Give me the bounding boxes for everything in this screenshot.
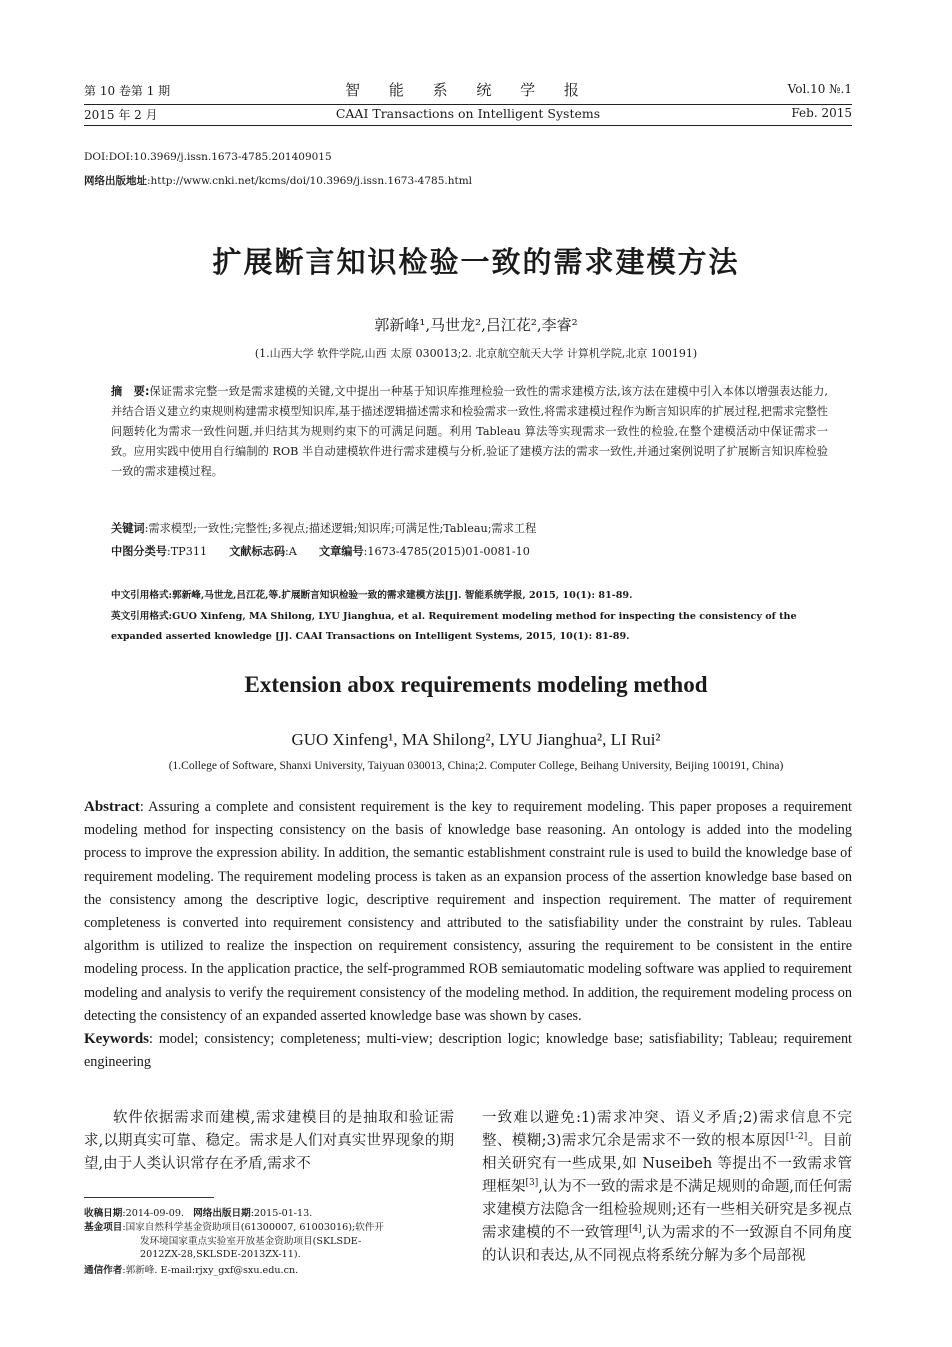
keywords-cn — [111, 520, 828, 536]
received-label: 收稿日期 — [84, 1208, 123, 1219]
abstract-en — [84, 796, 852, 1074]
date-cn: 2015 年 2 月 — [84, 108, 158, 122]
body-right-column — [482, 1107, 852, 1268]
journal-name-en: CAAI Transactions on Intelligent Systems — [335, 106, 601, 121]
abstract-en-label: Abstract — [84, 799, 140, 815]
clc-value: :TP311 — [166, 545, 208, 558]
online-date: :2015-01-13. — [250, 1208, 313, 1219]
header-divider — [84, 104, 852, 105]
reference-marker[interactable]: [1-2] — [785, 1132, 808, 1143]
keywords-cn-label: 关键词 — [111, 522, 145, 535]
citation-cn: 中文引用格式:郭新峰,马世龙,吕江花,等.扩展断言知识检验一致的需求建模方法[J]. 智能系统学报, 2015, 10(1): 81-89. — [111, 590, 633, 601]
body-right-text-4: ,认为需求的不一致源自不同角度的认识和表达,从不同视点将系统分解为多个局部视 — [482, 1225, 853, 1264]
body-right-text-2: 。目前相关研究有一些成果,如 Nuseibeh 等提出不一致需求管理框架 — [482, 1133, 852, 1195]
affiliation-en: (1.College of Software, Shanxi University, Taiyuan 030013, China;2. Computer College, Beihang University, Beijing 100191, China) — [168, 760, 784, 772]
title-en: Extension abox requirements modeling method — [244, 672, 708, 697]
keywords-en-label: Keywords — [84, 1031, 149, 1048]
header-bottom-rule — [84, 125, 852, 126]
volume-issue-en: Vol.10 №.1 — [787, 82, 852, 96]
body-right-text-3: ,认为不一致的需求是不满足规则的命题,而任何需求建模方法隐含一组检验规则;还有一些相关研究是多视点需求建模的不一致管理 — [482, 1179, 853, 1241]
clc-label: 中图分类号 — [111, 545, 167, 558]
reference-marker[interactable]: [3] — [525, 1178, 539, 1189]
classification-cn — [111, 543, 828, 559]
abstract-en-text: : Assuring a complete and consistent requirement is the key to requirement modeling. This paper proposes a requirement modeling method for inspecting consistency on the basis of knowledge base reasoning. An ontology is added into the modeling process to improve the expression ability. In addition, the semantic establishment constraint rule is used to build the knowledge base of requirement modeling. The requirement modeling process is taken as an expansion process of the assertion knowledge base based on the consistency among the descriptive logic, descriptive requirement and inspection requirement. The matter of requirement completeness is converted into requirement consistency and attributed to the satisfiability under the constraint by rules. Tableau algorithm is utilized to realize the inspection on requirement consistency, assuring the requirement to be consistent in the entire modeling process. In the application practice, the self-programmed ROB semiautomatic modeling software was applied to requirement modeling and analysis to verify the requirement consistency of the modeling method. In addition, the requirement modeling process on detecting the consistency of an expanded asserted knowledge base was shown by cases. — [84, 799, 852, 1024]
keywords-en-text: : model; consistency; completeness; multi-view; description logic; knowledge base; satisfiability; Tableau; requirement engineering — [84, 1031, 852, 1071]
volume-issue-cn: 第 10 卷第 1 期 — [84, 84, 171, 98]
footnote-dates — [84, 1207, 469, 1221]
abstract-cn — [111, 382, 828, 482]
abstract-cn-text: 保证需求完整一致是需求建模的关键,文中提出一种基于知识库推理检验一致性的需求建模方法,该方法在建模中引入本体以增强表达能力,并结合语义建立约束规则构建需求模型知识库,基于描述逻辑描述需求和检验需求一致性,将需求建模过程作为断言知识库的扩展过程,把需求完整性问题转化为需求一致性问题,并归结其为规则约束下的可满足问题。利用 Tableau 算法等实现需求一致性的检验,在整个建模活动中保证需求一致。应用实践中使用自行编制的 ROB 半自动建模软件进行需求建模与分析,验证了建模方法的需求一致性,并通过案例说明了扩展断言知识库检验一致的需求建模过程。 — [111, 385, 828, 478]
footnote-fund — [84, 1221, 469, 1262]
footnote-divider — [84, 1197, 214, 1198]
online-address — [84, 173, 472, 188]
title-cn: 扩展断言知识检验一致的需求建模方法 — [212, 245, 740, 279]
corresponding-author-label: 通信作者 — [84, 1265, 123, 1276]
affiliation-cn: (1.山西大学 软件学院,山西 太原 030013;2. 北京航空航天大学 计算机学院,北京 100191) — [254, 347, 698, 360]
reference-marker[interactable]: [4] — [628, 1224, 642, 1235]
body-right-text-1: 一致难以避免:1)需求冲突、语义矛盾;2)需求信息不完整、模糊;3)需求冗余是需求不一致的根本原因 — [482, 1110, 852, 1149]
fund-text-3: 2012ZX-28,SKLSDE-2013ZX-11). — [140, 1249, 301, 1261]
keywords-cn-text: :需求模型;一致性;完整性;多视点;描述逻辑;知识库;可满足性;Tableau;需求工程 — [144, 522, 537, 535]
abstract-cn-label: 摘 要: — [111, 385, 150, 398]
fund-text-2: 发环境国家重点实验室开放基金资助项目(SKLSDE- — [140, 1235, 362, 1247]
doc-code-label: 文献标志码 — [229, 545, 286, 558]
article-number-value: :1673-4785(2015)01-0081-10 — [363, 545, 530, 558]
received-date: :2014-09-09. — [122, 1208, 184, 1219]
online-address-label: 网络出版地址 — [84, 175, 147, 187]
doc-code-value: :A — [285, 545, 297, 558]
authors-cn: 郭新峰¹,马世龙²,吕江花²,李睿² — [374, 316, 578, 334]
citation-en: 英文引用格式:GUO Xinfeng, MA Shilong, LYU Jianghua, et al. Requirement modeling method for inspecting the consistency of the expanded asserted knowledge [J]. CAAI Transactions on Intelligent Systems, 2015, 10(1): 81-89. — [111, 611, 797, 642]
online-address-link[interactable]: :http://www.cnki.net/kcms/doi/10.3969/j.issn.1673-4785.html — [147, 175, 473, 187]
body-left-column: 软件依据需求而建模,需求建模目的是抽取和验证需求,以期真实可靠、稳定。需求是人们对真实世界现象的期望,由于人类认识常存在矛盾,需求不 — [84, 1110, 454, 1172]
date-en: Feb. 2015 — [791, 106, 852, 120]
authors-en: GUO Xinfeng¹, MA Shilong², LYU Jianghua², LI Rui² — [291, 730, 661, 749]
doi-line: DOI:DOI:10.3969/j.issn.1673-4785.201409015 — [84, 151, 332, 163]
online-date-label: 网络出版日期 — [193, 1208, 251, 1219]
journal-name-cn: 智 能 系 统 学 报 — [345, 81, 591, 99]
fund-label: 基金项目 — [84, 1222, 123, 1233]
fund-text-1: :国家自然科学基金资助项目(61300007, 61003016);软件开 — [122, 1222, 384, 1233]
footnote-author — [84, 1264, 469, 1278]
article-number-label: 文章编号 — [318, 545, 364, 558]
corresponding-author: :郭新峰. E-mail:rjxy_gxf@sxu.edu.cn. — [122, 1265, 299, 1276]
